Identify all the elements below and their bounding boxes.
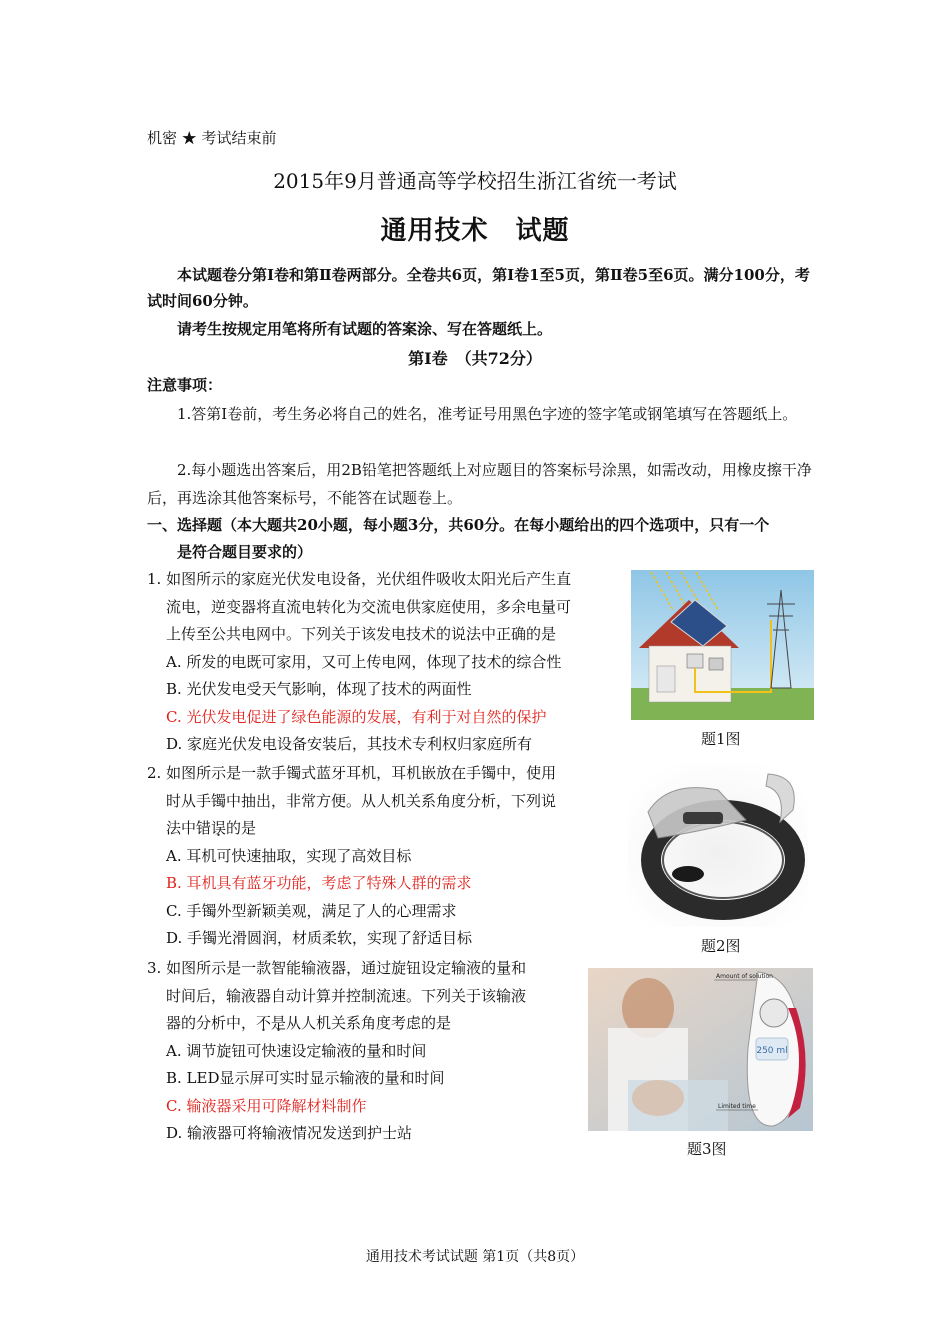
q2-stem-tail: 的是 xyxy=(226,819,257,837)
q1-stem-line1: 1. 如图所示的家庭光伏发电设备，光伏组件吸收太阳光后产生直 xyxy=(147,570,572,588)
q3-option-a: A. 调节旋钮可快速设定输液的量和时间 xyxy=(166,1041,427,1060)
volume-heading: 第Ⅰ卷 （共72分） xyxy=(408,349,542,368)
limited-time-label-text: Limited time xyxy=(718,1103,756,1110)
intro-instruction: 请考生按规定用笔将所有试题的答案涂、写在答题纸上。 xyxy=(177,320,553,338)
amount-label-text: Amount of solution xyxy=(716,973,773,980)
q2-option-a: A. 耳机可快速抽取，实现了高效目标 xyxy=(166,846,412,865)
note-1: 1.答第Ⅰ卷前，考生务必将自己的姓名，准考证号用黑色字迹的签字笔或钢笔填写在答题纸上。 xyxy=(177,405,798,423)
section-heading-line1: 一、选择题（本大题共20小题，每小题3分，共60分。在每小题给出的四个选项中，只有一个 xyxy=(147,516,770,534)
q3-stem-tail: 从人机关系角度考虑的是 xyxy=(286,1014,452,1032)
q3-stem-line3 xyxy=(147,1010,587,1038)
infusion-display-text: 250 ml xyxy=(756,1046,788,1056)
q2-stem-line3 xyxy=(147,815,617,843)
bracelet-earphone-figure xyxy=(628,762,808,927)
q1-option-a: A. 所发的电既可家用，又可上传电网，体现了技术的综合性 xyxy=(166,652,562,671)
q3-stem-line2: 时间后，输液器自动计算并控制流速。下列关于该输液 xyxy=(166,986,527,1005)
q2-stem-line1: 2. 如图所示是一款手镯式蓝牙耳机，耳机嵌放在手镯中，使用 xyxy=(147,764,557,782)
q3-option-c: C. 输液器采用可降解材料制作 xyxy=(166,1096,367,1115)
q3-stem-line1: 3. 如图所示是一款智能输液器，通过旋钮设定输液的量和 xyxy=(147,959,527,977)
section-heading xyxy=(147,512,812,566)
q3-option-d: D. 输液器可将输液情况发送到护士站 xyxy=(166,1124,413,1142)
q2-option-b: B. 耳机具有蓝牙功能，考虑了特殊人群的需求 xyxy=(166,874,472,892)
q1-option-d: D. 家庭光伏发电设备安装后，其技术专利权归家庭所有 xyxy=(166,735,533,753)
page-footer: 通用技术考试试题 第1页（共8页） xyxy=(365,1249,585,1265)
q3-emphasis-char-2: 是 xyxy=(271,1014,287,1032)
q3-option-b: B. LED显示屏可实时显示输液的量和时间 xyxy=(166,1069,445,1087)
q3-emphasis-char-1: 不 xyxy=(256,1014,272,1032)
exam-title: 2015年9月普通高等学校招生浙江省统一考试 xyxy=(273,169,677,193)
question-1 xyxy=(147,566,627,759)
notes-heading: 注意事项： xyxy=(147,376,223,394)
q2-emphasis-char-2: 误 xyxy=(211,819,227,837)
q2-option-d: D. 手镯光滑圆润，材质柔软，实现了舒适目标 xyxy=(166,929,473,947)
q2-stem-text: 法中 xyxy=(166,819,197,837)
q3-stem-text: 器的分析中， xyxy=(166,1014,257,1032)
q1-stem-line3: 上传至公共电网中。下列关于该发电技术的说法中正确的是 xyxy=(166,625,557,643)
section-heading-line2: 是符合题目要求的） xyxy=(177,543,313,561)
q1-option-c: C. 光伏发电促进了绿色能源的发展，有利于对自然的保护 xyxy=(166,707,547,726)
solar-house-figure xyxy=(631,570,814,720)
q1-stem-line2: 流电，逆变器将直流电转化为交流电供家庭使用，多余电量可 xyxy=(166,597,572,616)
q1-figure-caption: 题1图 xyxy=(701,730,741,748)
q2-option-c: C. 手镯外型新颖美观，满足了人的心理需求 xyxy=(166,901,457,920)
q2-stem-line2: 时从手镯中抽出，非常方便。从人机关系角度分析，下列说 xyxy=(166,791,557,810)
q1-option-b: B. 光伏发电受天气影响，体现了技术的两面性 xyxy=(166,680,472,698)
confidential-label: 机密 ★ 考试结束前 xyxy=(147,129,277,147)
smart-infusion-figure xyxy=(588,968,813,1131)
question-2 xyxy=(147,760,617,953)
q3-figure-caption: 题3图 xyxy=(687,1140,727,1158)
intro-paragraph: 本试题卷分第Ⅰ卷和第Ⅱ卷两部分。全卷共6页，第Ⅰ卷1至5页，第Ⅱ卷5至6页。满分100分，考试时间60分钟。 xyxy=(147,266,810,310)
question-3 xyxy=(147,955,587,1148)
note-2: 2.每小题选出答案后，用2B铅笔把答题纸上对应题目的答案标号涂黑，如需改动，用橡皮擦干净后，再选涂其他答案标号，不能答在试题卷上。 xyxy=(147,461,812,507)
q2-emphasis-char-1: 错 xyxy=(196,819,212,837)
q2-figure-caption: 题2图 xyxy=(701,937,741,955)
subject-title: 通用技术 试题 xyxy=(380,216,570,246)
